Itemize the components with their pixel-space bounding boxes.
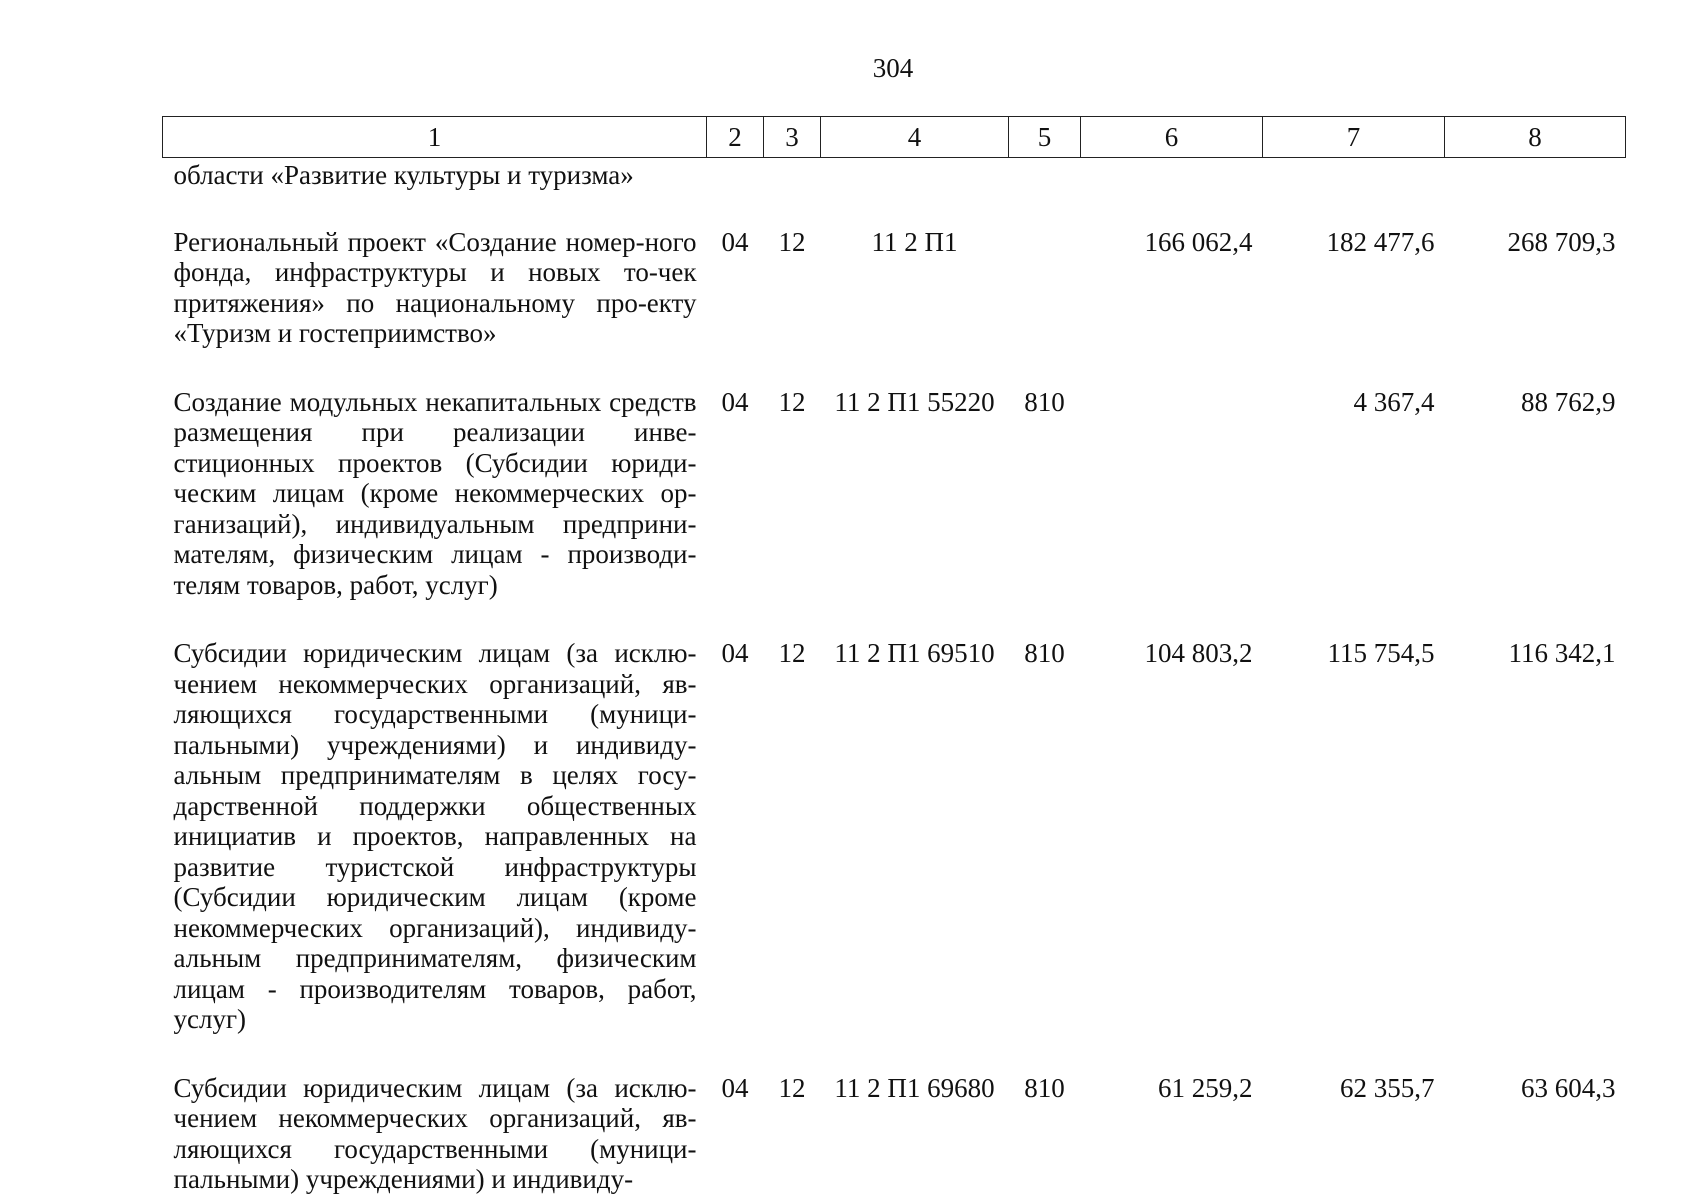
table-row — [163, 191, 1626, 349]
row-description: Создание модульных некапитальных средств размещения при реализации инве-стиционных проектов (Субсидии юриди-ческим лицам (кроме некоммерческих ор-ганизаций), индивидуальным предприни-мателям, физическим лицам - производи-телям товаров, работ, услуг) — [173, 386, 697, 600]
row-subsection-code: 12 — [778, 1072, 806, 1103]
row-amount-col6 — [1081, 349, 1263, 601]
row-amount-col6: 166 062,4 — [1144, 226, 1253, 257]
page-number: 304 — [872, 53, 914, 83]
row-amount-col7: 4 367,4 — [1353, 386, 1435, 417]
row-target-code: 11 2 П1 69510 — [834, 638, 995, 668]
column-header-1: 1 — [163, 117, 707, 158]
column-header-3: 3 — [764, 117, 821, 158]
column-header-7: 7 — [1263, 117, 1445, 158]
table-row — [163, 600, 1626, 1035]
column-header-6: 6 — [1081, 117, 1263, 158]
column-header-5: 5 — [1009, 117, 1081, 158]
row-description: Субсидии юридическим лицам (за исклю-чением некоммерческих организаций, яв-ляющихся государственными (муници-пальными) учреждениями) и индивиду- — [173, 1072, 697, 1194]
row-amount-col8: 88 762,9 — [1521, 386, 1616, 417]
row-section-code: 04 — [721, 1072, 749, 1103]
row-description: Региональный проект «Создание номер-ного фонда, инфраструктуры и новых то-чек притяжения» по национальному про-екту «Туризм и гостеприимство» — [173, 226, 697, 348]
row-expense-type: 810 — [1024, 386, 1065, 417]
row-section-code: 04 — [721, 386, 749, 417]
row-amount-col7: 182 477,6 — [1326, 226, 1435, 257]
row-amount-col8: 268 709,3 — [1507, 226, 1616, 257]
column-header-4: 4 — [821, 117, 1009, 158]
continuation-row — [163, 158, 1626, 191]
row-amount-col8: 63 604,3 — [1521, 1072, 1616, 1103]
row-amount-col6: 104 803,2 — [1144, 638, 1253, 668]
continuation-text: области «Развитие культуры и туризма» — [173, 160, 634, 190]
table-row — [163, 349, 1626, 601]
row-section-code: 04 — [721, 226, 749, 257]
row-expense-type — [1009, 191, 1081, 349]
row-section-code: 04 — [721, 638, 749, 668]
column-header-2: 2 — [707, 117, 764, 158]
row-subsection-code: 12 — [778, 386, 806, 417]
budget-table — [162, 116, 1626, 1195]
row-expense-type: 810 — [1024, 638, 1065, 668]
row-amount-col7: 115 754,5 — [1327, 638, 1435, 668]
row-amount-col6: 61 259,2 — [1158, 1072, 1253, 1103]
table-row — [163, 1035, 1626, 1195]
row-description: Субсидии юридическим лицам (за исклю-чением некоммерческих организаций, яв-ляющихся государственными (муници-пальными) учреждениями) и индивиду-альным предпринимателям в целях госу-дарственной поддержки общественных инициатив и проектов, направленных на развитие туристской инфраструктуры (Субсидии юридическим лицам (кроме некоммерческих организаций), индивиду-альным предпринимателям, физическим лицам - производителям товаров, работ, услуг) — [173, 638, 697, 1034]
row-expense-type: 810 — [1024, 1072, 1065, 1103]
table-header — [163, 117, 1626, 158]
header-row — [163, 117, 1626, 158]
row-target-code: 11 2 П1 69680 — [834, 1072, 995, 1103]
row-amount-col7: 62 355,7 — [1340, 1072, 1435, 1103]
row-amount-col8: 116 342,1 — [1508, 638, 1616, 668]
row-subsection-code: 12 — [778, 638, 806, 668]
row-subsection-code: 12 — [778, 226, 806, 257]
row-target-code: 11 2 П1 — [871, 226, 958, 257]
column-header-8: 8 — [1445, 117, 1626, 158]
row-target-code: 11 2 П1 55220 — [834, 386, 995, 417]
